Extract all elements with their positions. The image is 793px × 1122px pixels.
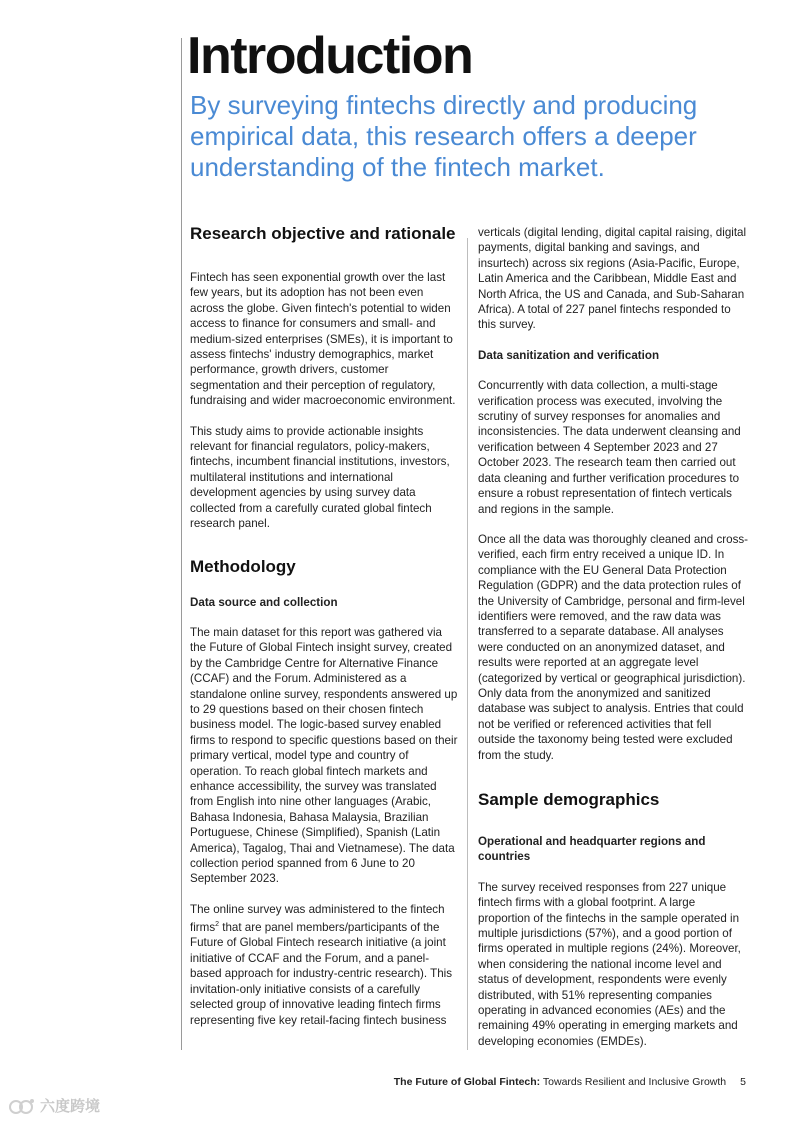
sanitization-paragraph-1: Concurrently with data collection, a multi-stage verification process was executed, involving the scrutiny of survey responses for anomalies and inconsistencies. The data underwent cleansing and verification between 4 September 2023 and 27 October 2023. The research team then carried out data cleaning and further verification procedures to ensure a robust representation of fintech verticals and regions in the sample.	[478, 379, 741, 516]
methodology-paragraph-1: The main dataset for this report was gathered via the Future of Global Fintech insight survey, created by the Cambridge Centre for Alternative Finance (CCAF) and the Forum. Administered as a standalone online survey, respondents answered up to 29 questions based on their chosen fintech business model. The logic-based survey enabled firms to respond to specific questions based on their primary vertical, model type and country of operation. To reach global fintech markets and enhance accessibility, the survey was translated from English into nine other languages (Arabic, Bahasa Indonesia, Bahasa Malaysia, Brazilian Portuguese, Chinese (Simplified), Spanish (Latin America), Tagalog, Thai and Vietnamese). The data collection period spanned from 6 June to 20 September 2023.	[190, 625, 458, 886]
footer-report-subtitle: Towards Resilient and Inclusive Growth	[540, 1076, 727, 1088]
demographics-heading: Sample demographics	[478, 790, 660, 809]
regions-subheading: Operational and headquarter regions and countries	[478, 835, 706, 864]
column-divider	[467, 238, 468, 1050]
left-column	[190, 223, 458, 1028]
research-paragraph-2: This study aims to provide actionable insights relevant for financial regulators, policy-makers, fintechs, incumbent financial institutions, investors, multilateral institutions and international development agencies by using survey data collected from a carefully curated global fintech research panel.	[190, 424, 450, 531]
research-paragraph-1: Fintech has seen exponential growth over the last few years, but its adoption has not been even across the globe. Given fintech's potential to widen access to finance for consumers and small- and medium-sized enterprises (SMEs), it is important to assess fintechs' industry demographics, market performance, growth drivers, customer segmentation and their perception of regulatory, fundraising and wider macroeconomic environment.	[190, 271, 456, 408]
watermark-text: 六度跨境	[40, 1098, 101, 1115]
footnote-ref[interactable]: 2	[215, 921, 220, 929]
methodology-heading: Methodology	[190, 556, 296, 576]
page-footer	[394, 1076, 746, 1088]
footer-report-title: The Future of Global Fintech:	[393, 1076, 541, 1088]
right-column	[478, 225, 750, 1049]
page-number: 5	[740, 1076, 746, 1088]
left-rule	[181, 38, 182, 1050]
demographics-paragraph-1: The survey received responses from 227 unique fintech firms with a global footprint. A large proportion of the fintechs in the sample operated in multiple jurisdictions (57%), and a good portion of firms operated in multiple regions (24%). Moreover, when considering the national income level and status of development, respondents were evenly distributed, with 51% representing companies operating in advanced economies (AEs) and the remaining 49% operating in emerging markets and developing economies (EMDEs).	[478, 880, 741, 1048]
methodology-paragraph-2: The online survey was administered to the fintech firms$^2$ that are panel members/participants of the Future of Global Fintech research initiative (a joint initiative of CCAF and the Forum, and a panel-based approach for industry-centric research). This invitation-only initiative consists of a carefully selected group of innovative leading fintech firms representing five key retail-facing fintech business	[190, 902, 453, 1027]
watermark-logo-icon	[8, 1096, 36, 1116]
continued-paragraph: verticals (digital lending, digital capital raising, digital payments, digital banking and savings, and insurtech) across six regions (Asia-Pacific, Europe, Latin America and the Caribbean, Middle East and North Africa, the US and Canada, and Sub-Saharan Africa). A total of 227 panel fintechs responded to this survey.	[478, 226, 747, 332]
sanitization-paragraph-2: Once all the data was thoroughly cleaned and cross-verified, each firm entry received a unique ID. In compliance with the EU General Data Protection Regulation (GDPR) and the data protection rules of the University of Cambridge, personal and firm-level identifiers were removed, and the raw data was transferred to a separate database. All analyses were conducted on an anonymized dataset, and results were reported at an aggregate level (categorized by vertical or geographical jurisdiction). Only data from the anonymized and sanitized database was subject to analysis. Entries that could not be verified or referenced activities that fell outside the taxonomy being tested were excluded from the study.	[478, 532, 749, 762]
research-heading: Research objective and rationale	[190, 224, 456, 243]
page-subtitle: By surveying fintechs directly and producing empirical data, this research offers a deeper understanding of the fintech market.	[190, 90, 698, 182]
page-title: Introduction	[187, 27, 473, 85]
sanitization-subheading: Data sanitization and verification	[478, 348, 660, 362]
data-source-subheading: Data source and collection	[190, 595, 338, 609]
watermark	[8, 1095, 100, 1116]
